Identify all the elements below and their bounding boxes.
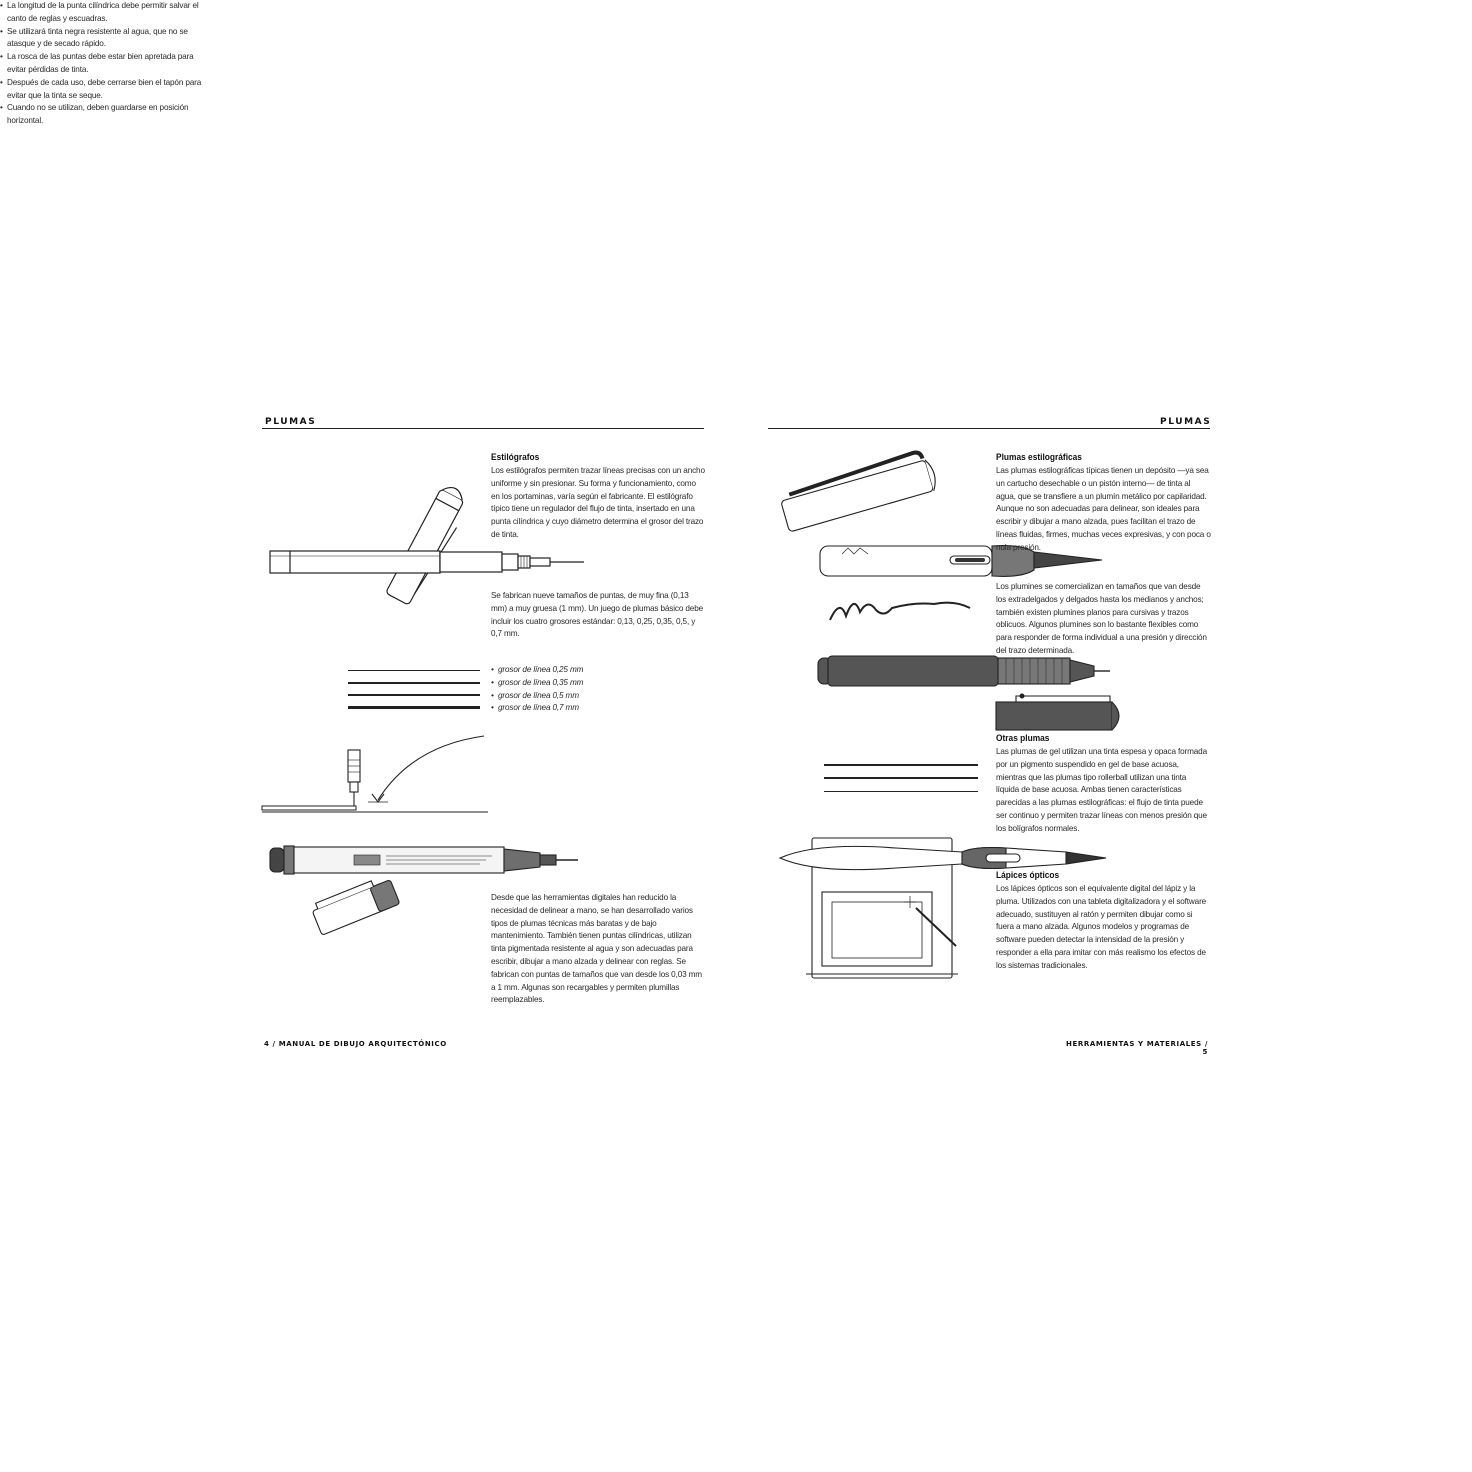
plumas-estilograficas-p1: Las plumas estilográficas típicas tienen un depósito —ya sea un cartucho desechable o un pistón interno— de tinta al agua, que se transfiere a un plumín metálico por capilaridad. Aunque no son adecuadas para delinear, son ideales para escribir y dibujar a mano alzada, pues facilitan el trazo de líneas fluidas, firmes, muchas veces expresivas, y con poca o nula presión. <box>996 466 1211 552</box>
ink-scribble-sample <box>824 588 974 628</box>
estilografos-heading: Estilógrafos <box>491 452 540 463</box>
tip-item: • Después de cada uso, debe cerrarse bien el tapón para evitar que la tinta se seque. <box>0 77 210 103</box>
otras-plumas-heading: Otras plumas <box>996 733 1050 744</box>
line-sample-07 <box>348 706 480 709</box>
line-sample-035 <box>348 682 480 684</box>
running-head-right: PLUMAS <box>1160 417 1212 427</box>
tip-item: • Se utilizará tinta negra resistente al agua, que no se atasque y de secado rápido. <box>0 26 210 52</box>
tip-item: • La rosca de las puntas debe estar bien apretada para evitar pérdidas de tinta. <box>0 51 210 77</box>
folio-right: HERRAMIENTAS Y MATERIALES / 5 <box>1066 1040 1208 1056</box>
line-sample-025 <box>348 670 480 671</box>
sizes-section <box>491 590 706 641</box>
lapices-opticos-heading: Lápices ópticos <box>996 870 1060 881</box>
line-weight-item: • grosor de línea 0,35 mm <box>491 677 691 690</box>
otras-plumas-text: Las plumas de gel utilizan una tinta espesa y opaca formada por un pigmento suspendido en gel de base acuosa, mientras que las plumas tipo rollerball utilizan una tinta líquida de base acuosa. Ambas tienen características parecidas a las plumas estilográficas: el flujo de tinta puede ser continuo y permiten trazar líneas con menos presión que los bolígrafos normales. <box>996 747 1207 833</box>
digital-text: Desde que las herramientas digitales han reducido la necesidad de delinear a mano, se han desarrollado varios tipos de plumas técnicas más baratas y de bajo mantenimiento. También tienen puntas cilíndricas, utilizan tinta pigmentada resistente al agua y son adecuadas para escribir, dibujar a mano alzada y delinear con reglas. Se fabrican con puntas de tamaños que van desde los 0,03 mm a 1 mm. Algunas son recargables y permiten plumillas reemplazables. <box>491 893 702 1005</box>
tip-item: • Cuando no se utilizan, deben guardarse en posición horizontal. <box>0 102 210 128</box>
otras-plumas-section <box>996 733 1211 836</box>
plumines-text: Los plumines se comercializan en tamaños que van desde los extradelgados y delgados hasta los medianos y anchos; también existen plumines planos para cursivas y trazos oblicuos. Algunos plumines son lo bastante flexibles como para responder de forma individual a una presión y dirección del trazo determinada. <box>996 582 1207 655</box>
line-weight-item: • grosor de línea 0,5 mm <box>491 690 691 703</box>
header-rule-right <box>768 428 1210 429</box>
plumas-estilograficas-section <box>996 452 1211 555</box>
rollerball-pen-illustration <box>810 650 1140 736</box>
fine-line-sample <box>824 791 978 792</box>
digital-section <box>491 892 706 1007</box>
tip-item: • La longitud de la punta cilíndrica debe permitir salvar el canto de reglas y escuadras. <box>0 0 210 26</box>
pen-tip-ruler-illustration <box>262 728 502 820</box>
plumas-estilograficas-heading: Plumas estilográficas <box>996 452 1082 463</box>
folio-left: 4 / MANUAL DE DIBUJO ARQUITECTÓNICO <box>264 1040 447 1048</box>
line-weight-legend <box>491 664 691 715</box>
estilografos-intro: Los estilógrafos permiten trazar líneas precisas con un ancho uniforme y sin presionar. Su forma y funcionamiento, como en los portaminas, varía según el fabricante. El estilógrafo típico tiene un regulador del flujo de tinta, insertado en una punta cilíndrica y cuyo diámetro determina el grosor del trazo de tinta. <box>491 466 705 539</box>
header-rule-left <box>262 428 704 429</box>
lapices-opticos-section <box>996 870 1211 973</box>
plumines-section <box>996 581 1211 658</box>
line-weight-item: • grosor de línea 0,25 mm <box>491 664 691 677</box>
rollerball-line-sample <box>824 777 978 779</box>
running-head-left: PLUMAS <box>265 417 317 427</box>
tips-list <box>0 0 210 128</box>
lapices-opticos-text: Los lápices ópticos son el equivalente digital del lápiz y la pluma. Utilizados con una tableta digitalizadora y el software adecuado, sustituyen al ratón y permiten dibujar como si fuera a mano alzada. Algunos modelos y programas de software pueden detectar la intensidad de la presión y responder a ella para imitar con más realismo los efectos de los sistemas tradicionales. <box>996 884 1207 970</box>
line-sample-05 <box>348 694 480 696</box>
sizes-text: Se fabrican nueve tamaños de puntas, de muy fina (0,13 mm) a muy gruesa (1 mm). Un juego de plumas básico debe incluir los cuatro grosores estándar: 0,13, 0,25, 0,35, 0,5, y 0,7 mm. <box>491 591 703 639</box>
line-weight-item: • grosor de línea 0,7 mm <box>491 702 691 715</box>
gel-line-sample <box>824 764 978 766</box>
